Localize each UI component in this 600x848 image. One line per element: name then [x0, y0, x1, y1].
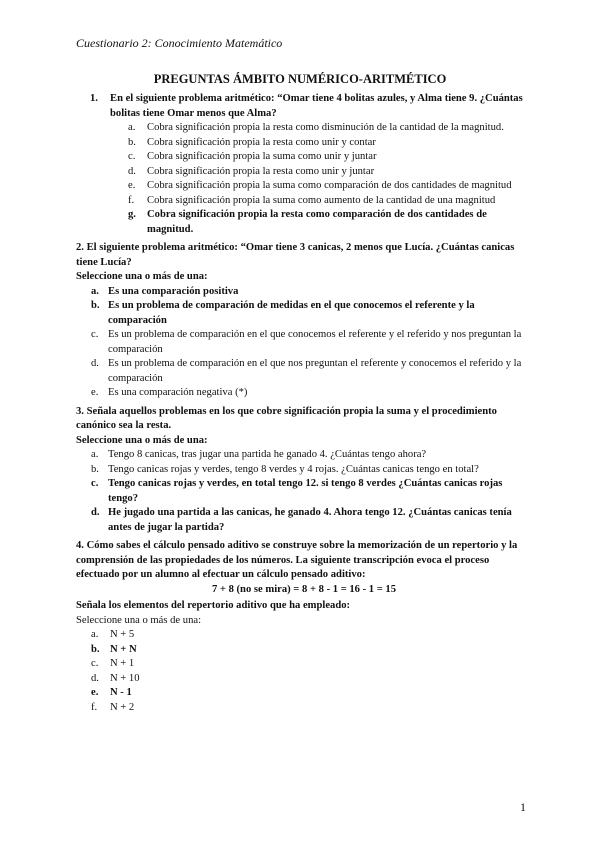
answer-option [76, 672, 532, 687]
answer-option [76, 448, 532, 463]
answer-option [90, 121, 532, 136]
option-letter: g. [128, 209, 136, 220]
answer-option [76, 628, 532, 643]
page-number: 1 [520, 800, 526, 814]
answer-option [76, 328, 532, 357]
option-letter: e. [91, 687, 99, 698]
question-1-stem: En el siguiente problema aritmético: “Omar tiene 4 bolitas azules, y Alma tiene 9. ¿Cuántas bolitas tiene Omar menos que Alma? [110, 93, 523, 119]
question-2-options [76, 285, 532, 401]
answer-option [76, 386, 532, 401]
answer-option [76, 506, 532, 535]
option-letter: c. [91, 658, 99, 669]
option-text: Cobra significación propia la resta como comparación de dos cantidades de magnitud. [147, 209, 487, 235]
option-letter: c. [91, 478, 99, 489]
answer-option [90, 136, 532, 151]
option-text: He jugado una partida a las canicas, he ganado 4. Ahora tengo 12. ¿Cuántas canicas tenía antes de jugar la partida? [108, 507, 512, 533]
option-letter: d. [91, 507, 100, 518]
option-letter: a. [91, 449, 99, 460]
answer-option [76, 657, 532, 672]
answer-option [76, 299, 532, 328]
option-text: N + 2 [110, 701, 135, 713]
option-letter: c. [128, 151, 136, 162]
document-body [76, 92, 532, 715]
option-text: Cobra significación propia la resta como unir y contar [147, 136, 376, 148]
option-letter: c. [91, 329, 99, 340]
answer-option [76, 701, 532, 716]
option-text: Es un problema de comparación en el que nos preguntan el referente y conocemos el referido y la comparación [108, 358, 522, 384]
question-4-formula: 7 + 8 (no se mira) = 8 + 8 - 1 = 16 - 1 = 15 [211, 583, 397, 595]
option-text: Cobra significación propia la suma como unir y juntar [147, 151, 377, 162]
option-letter: b. [91, 300, 100, 311]
option-text: Tengo canicas rojas y verdes, en total tengo 12. si tengo 8 verdes ¿Cuántas canicas rojas tengo? [108, 478, 503, 504]
question-1-number: 1. [90, 93, 98, 104]
option-text: N + 10 [110, 672, 140, 684]
question-4 [76, 539, 532, 715]
option-letter: a. [128, 122, 136, 133]
question-4-instruction: Seleccione una o más de una: [76, 614, 202, 626]
question-3-options [76, 448, 532, 535]
option-letter: d. [91, 358, 99, 369]
option-text: N + 5 [110, 629, 135, 640]
option-text: Cobra significación propia la resta como unir y juntar [147, 165, 375, 177]
question-4-options [76, 628, 532, 715]
question-4-stem: 4. Cómo sabes el cálculo pensado aditivo se construye sobre la memorización de un repertorio y la comprensión de las propiedades de los números. La siguiente transcripción evoca el proceso efectuado por un alumno al efectuar un cálculo pensado aditivo: [76, 540, 518, 580]
option-letter: d. [91, 672, 99, 684]
option-letter: d. [128, 165, 136, 177]
option-letter: e. [128, 180, 136, 191]
option-text: N + N [110, 643, 137, 655]
answer-option [90, 165, 532, 180]
option-text: Cobra significación propia la suma como comparación de dos cantidades de magnitud [147, 180, 512, 191]
option-letter: b. [91, 463, 99, 475]
answer-option [76, 686, 532, 701]
option-letter: f. [128, 194, 135, 206]
question-3-stem: 3. Señala aquellos problemas en los que cobre significación propia la suma y el procedimiento canónico sea la resta. [76, 405, 497, 431]
question-3-instruction: Seleccione una o más de una: [76, 434, 208, 446]
option-text: Cobra significación propia la suma como aumento de la cantidad de una magnitud [147, 194, 496, 206]
answer-option [76, 463, 532, 478]
option-text: N - 1 [110, 687, 132, 698]
answer-option [76, 643, 532, 658]
question-2-instruction: Seleccione una o más de una: [76, 271, 208, 282]
option-letter: b. [91, 643, 100, 655]
page-header: Cuestionario 2: Conocimiento Matemático [76, 36, 283, 50]
answer-option [76, 357, 532, 386]
question-1-options [90, 121, 532, 237]
option-text: Es un problema de comparación de medidas en el que conocemos el referente y la comparación [108, 300, 475, 326]
option-text: Es un problema de comparación en el que conocemos el referente y el referido y nos preguntan la comparación [108, 329, 522, 355]
option-letter: a. [91, 285, 99, 297]
answer-option [90, 150, 532, 165]
option-letter: f. [91, 701, 98, 713]
question-1 [90, 92, 532, 237]
option-text: Tengo 8 canicas, tras jugar una partida he ganado 4. ¿Cuántas tengo ahora? [108, 449, 427, 460]
option-text: N + 1 [110, 658, 135, 669]
option-letter: b. [128, 136, 136, 148]
option-text: Es una comparación positiva [108, 285, 239, 297]
question-2-stem: 2. El siguiente problema aritmético: “Omar tiene 3 canicas, 2 menos que Lucía. ¿Cuántas canicas tiene Lucía? [76, 242, 515, 268]
option-letter: a. [91, 629, 99, 640]
option-text: Es una comparación negativa (*) [108, 387, 248, 398]
option-text: Cobra significación propia la resta como disminución de la cantidad de la magnitud. [147, 122, 504, 133]
answer-option [76, 477, 532, 506]
answer-option [90, 179, 532, 194]
question-4-prompt: Señala los elementos del repertorio aditivo que ha empleado: [76, 600, 351, 611]
answer-option [90, 194, 532, 209]
option-letter: e. [91, 387, 99, 398]
option-text: Tengo canicas rojas y verdes, tengo 8 verdes y 4 rojas. ¿Cuántas canicas tengo en total? [108, 463, 479, 475]
question-2 [76, 241, 532, 401]
answer-option [76, 285, 532, 300]
question-3 [76, 405, 532, 536]
answer-option [90, 208, 532, 237]
section-title: PREGUNTAS ÁMBITO NUMÉRICO-ARITMÉTICO [153, 72, 447, 86]
